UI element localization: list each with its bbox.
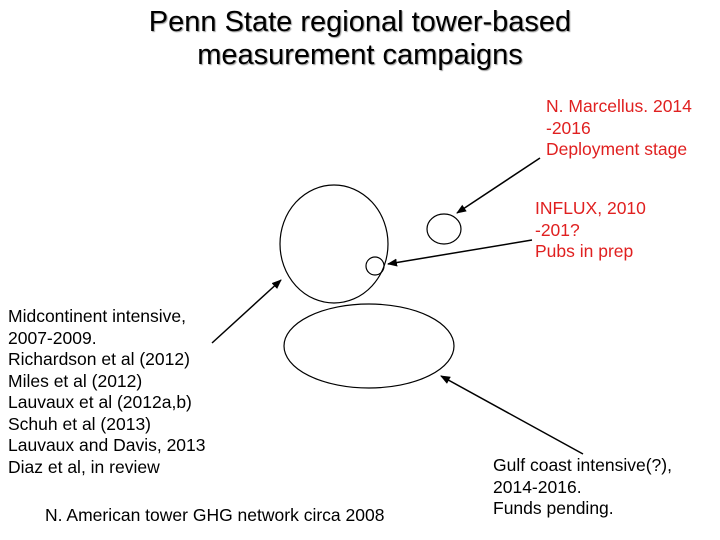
network-caption: N. American tower GHG network circa 2008 xyxy=(45,505,385,525)
midcontinent-line-3: Richardson et al (2012) xyxy=(8,349,190,369)
marcellus-line-1: N. Marcellus. 2014 xyxy=(546,96,692,116)
midcontinent-line-8: Diaz et al, in review xyxy=(8,456,160,477)
midcontinent-line-7: Lauvaux and Davis, 2013 xyxy=(8,435,206,455)
marcellus-circle xyxy=(427,214,461,244)
gulf-line-3: Funds pending. xyxy=(493,498,614,518)
title-line-1: Penn State regional tower-based xyxy=(148,6,572,38)
influx-line-1: INFLUX, 2010 xyxy=(535,198,646,218)
influx-line-3: Pubs in prep xyxy=(535,241,634,261)
influx-label xyxy=(535,198,646,263)
midcontinent-line-1: Midcontinent intensive, xyxy=(8,306,187,326)
marcellus-label xyxy=(546,96,692,161)
influx-arrow xyxy=(388,240,532,264)
midcontinent-arrow xyxy=(212,280,281,343)
marcellus-line-3: Deployment stage xyxy=(546,139,688,159)
influx-circle xyxy=(366,257,384,275)
midcontinent-label xyxy=(8,306,206,478)
influx-line-2: -201? xyxy=(535,219,580,240)
marcellus-arrow xyxy=(457,158,540,213)
midcontinent-line-6: Schuh et al (2013) xyxy=(8,413,152,434)
title-line-2: measurement campaigns xyxy=(197,39,523,71)
midcontinent-circle xyxy=(280,185,388,303)
gulf-line-1: Gulf coast intensive(?), xyxy=(493,455,672,475)
gulf-coast-ellipse xyxy=(284,304,454,388)
midcontinent-line-5: Lauvaux et al (2012a,b) xyxy=(8,392,192,412)
marcellus-line-2: -2016 xyxy=(546,117,591,138)
gulf-coast-arrow xyxy=(441,376,583,454)
midcontinent-line-4: Miles et al (2012) xyxy=(8,370,143,391)
gulf-coast-label xyxy=(493,455,672,520)
midcontinent-line-2: 2007-2009. xyxy=(8,327,97,348)
gulf-line-2: 2014-2016. xyxy=(493,476,582,497)
